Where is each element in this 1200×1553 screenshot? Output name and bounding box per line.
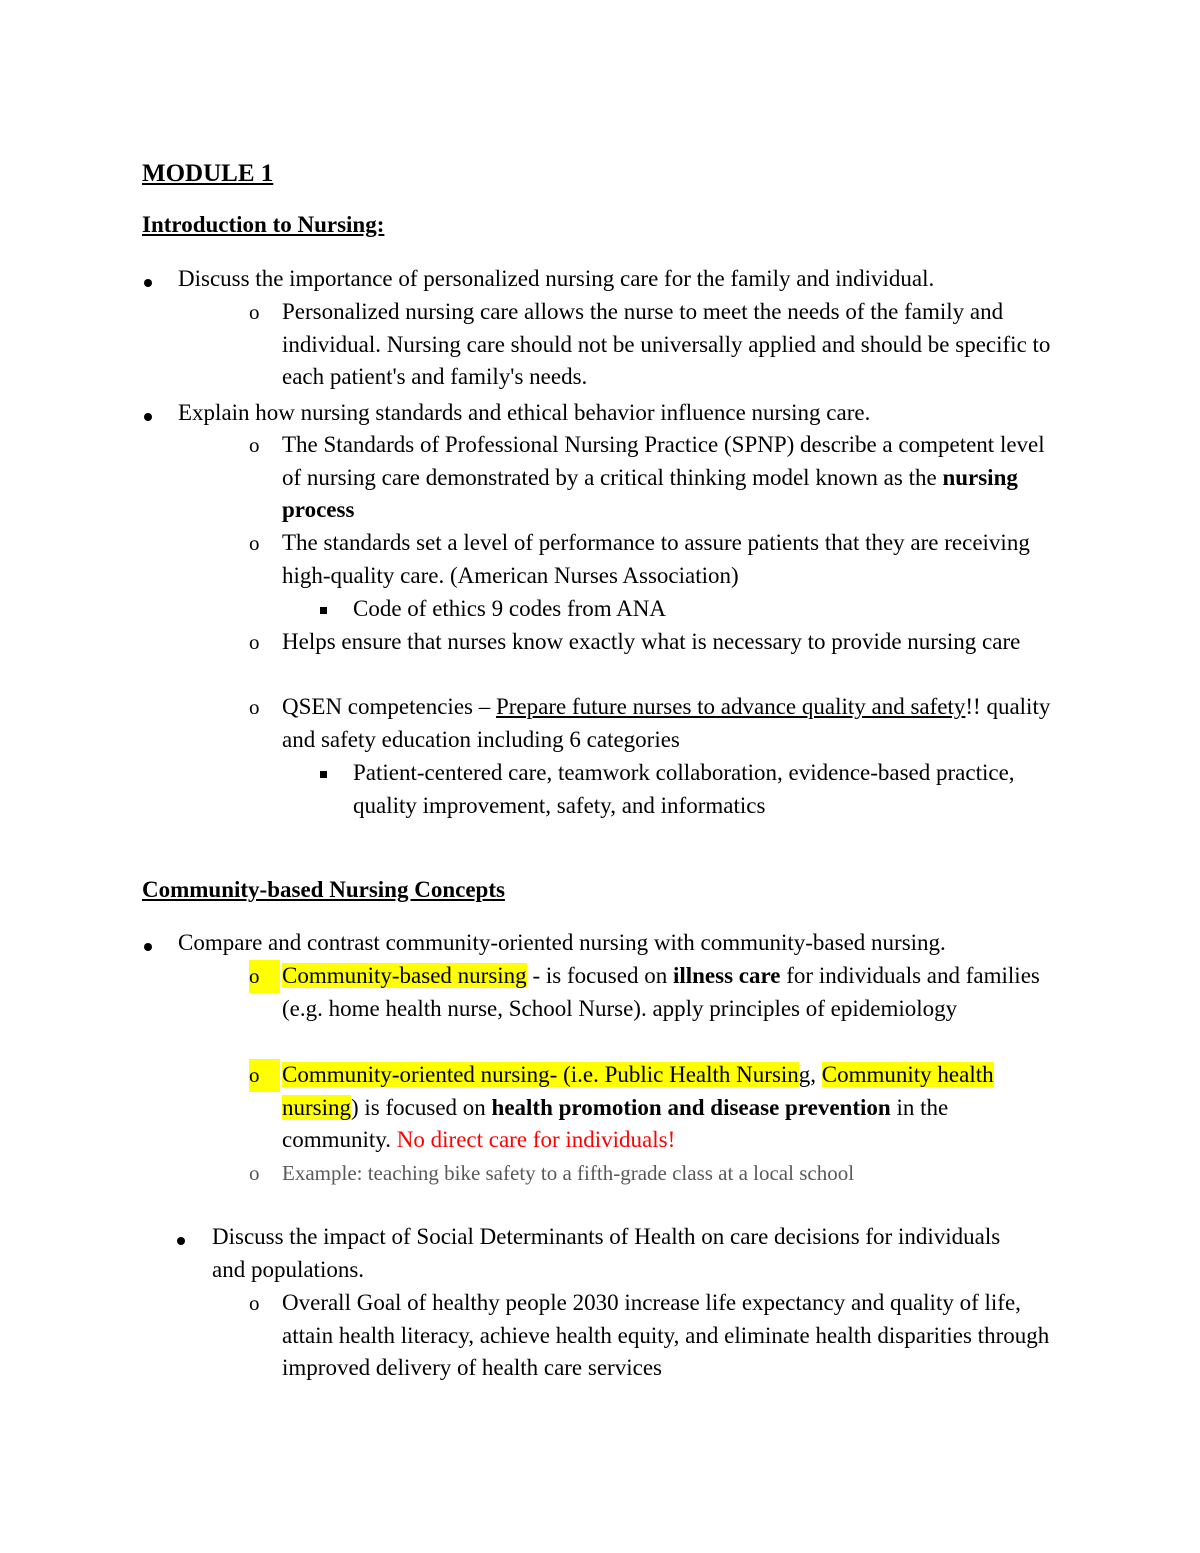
bullet-circle-icon: o — [249, 433, 260, 457]
illness-care-term: illness care — [672, 963, 781, 988]
community-oriented-text-b: ) is focused on — [351, 1094, 492, 1120]
community-heading: Community-based Nursing Concepts — [142, 877, 505, 902]
community-oriented-text-a: g, — [798, 1062, 822, 1087]
bullet-circle-icon: o — [249, 1291, 260, 1315]
intro-heading: Introduction to Nursing: — [142, 212, 385, 237]
nursing-process-term: nursing process — [282, 464, 1018, 523]
spnp-text: The Standards of Professional Nursing Practice (SPNP) describe a competent level of nursing care demonstrated by a critical thinking model known as the — [282, 432, 1045, 490]
bullet-disc-icon — [144, 413, 152, 421]
qsen-goal: Prepare future nurses to advance quality and safety — [495, 694, 966, 719]
bullet-disc-icon — [144, 943, 152, 951]
intro-bullet-2-sub-2-item: Code of ethics 9 codes from ANA — [353, 596, 666, 621]
intro-bullet-1: Discuss the importance of personalized nursing care for the family and individual. — [178, 266, 935, 291]
community-bullet-2: Discuss the impact of Social Determinants of Health on care decisions for individuals and populations. — [212, 1224, 1001, 1282]
community-oriented-term: Community-oriented nursing- (i.e. Public Health Nursin — [282, 1062, 799, 1087]
intro-bullet-2-sub-1 — [282, 429, 1052, 527]
bullet-square-icon — [320, 771, 327, 778]
community-bullet-1-sub-3: Example: teaching bike safety to a fifth-grade class at a local school — [282, 1161, 855, 1185]
bullet-circle-icon: o — [249, 531, 260, 555]
health-promotion-term: health promotion and disease prevention — [491, 1094, 891, 1120]
community-based-text: - is focused on — [526, 963, 673, 988]
qsen-label: QSEN competencies – — [282, 694, 496, 719]
module-title: MODULE 1 — [142, 160, 274, 187]
bullet-circle-icon: o — [249, 960, 280, 993]
community-bullet-1: Compare and contrast community-oriented nursing with community-based nursing. — [178, 930, 946, 955]
community-based-term: Community-based nursing — [282, 963, 527, 988]
bullet-disc-icon — [177, 1237, 185, 1245]
community-bullet-1-sub-2 — [282, 1059, 1062, 1157]
bullet-circle-icon: o — [249, 1161, 260, 1185]
community-oriented-text-c: in the community. — [282, 1094, 949, 1153]
community-bullet-1-sub-1 — [282, 960, 1052, 1025]
intro-bullet-2-sub-4 — [282, 691, 1072, 756]
bullet-circle-icon: o — [249, 695, 260, 719]
intro-bullet-2-sub-2: The standards set a level of performance to assure patients that they are receiving high-quality care. (American Nurses Association) — [282, 530, 1030, 588]
bullet-disc-icon — [144, 279, 152, 287]
intro-bullet-2-sub-4-item: Patient-centered care, teamwork collaboration, evidence-based practice, quality improvement, safety, and informatics — [353, 760, 1015, 818]
community-health-term: Community health nursing — [282, 1062, 994, 1120]
community-based-examples: for individuals and families (e.g. home health nurse, School Nurse). apply principles of epidemiology — [282, 963, 1040, 1021]
intro-bullet-2-sub-3: Helps ensure that nurses know exactly what is necessary to provide nursing care — [282, 629, 1021, 654]
intro-bullet-1-sub: Personalized nursing care allows the nurse to meet the needs of the family and individual. Nursing care should not be universally applied and should be specific to each patient's and family's needs. — [282, 299, 1051, 390]
intro-bullet-2: Explain how nursing standards and ethical behavior influence nursing care. — [178, 400, 871, 425]
bullet-circle-icon: o — [249, 1059, 280, 1092]
community-bullet-2-sub: Overall Goal of healthy people 2030 increase life expectancy and quality of life, attain health literacy, achieve health equity, and eliminate health disparities through improved delivery of health care services — [282, 1290, 1050, 1381]
bullet-circle-icon: o — [249, 300, 260, 324]
bullet-circle-icon: o — [249, 630, 260, 654]
bullet-square-icon — [320, 607, 327, 614]
no-direct-care-note: No direct care for individuals! — [396, 1127, 676, 1153]
qsen-description: !! quality and safety education including 6 categories — [282, 694, 1051, 752]
